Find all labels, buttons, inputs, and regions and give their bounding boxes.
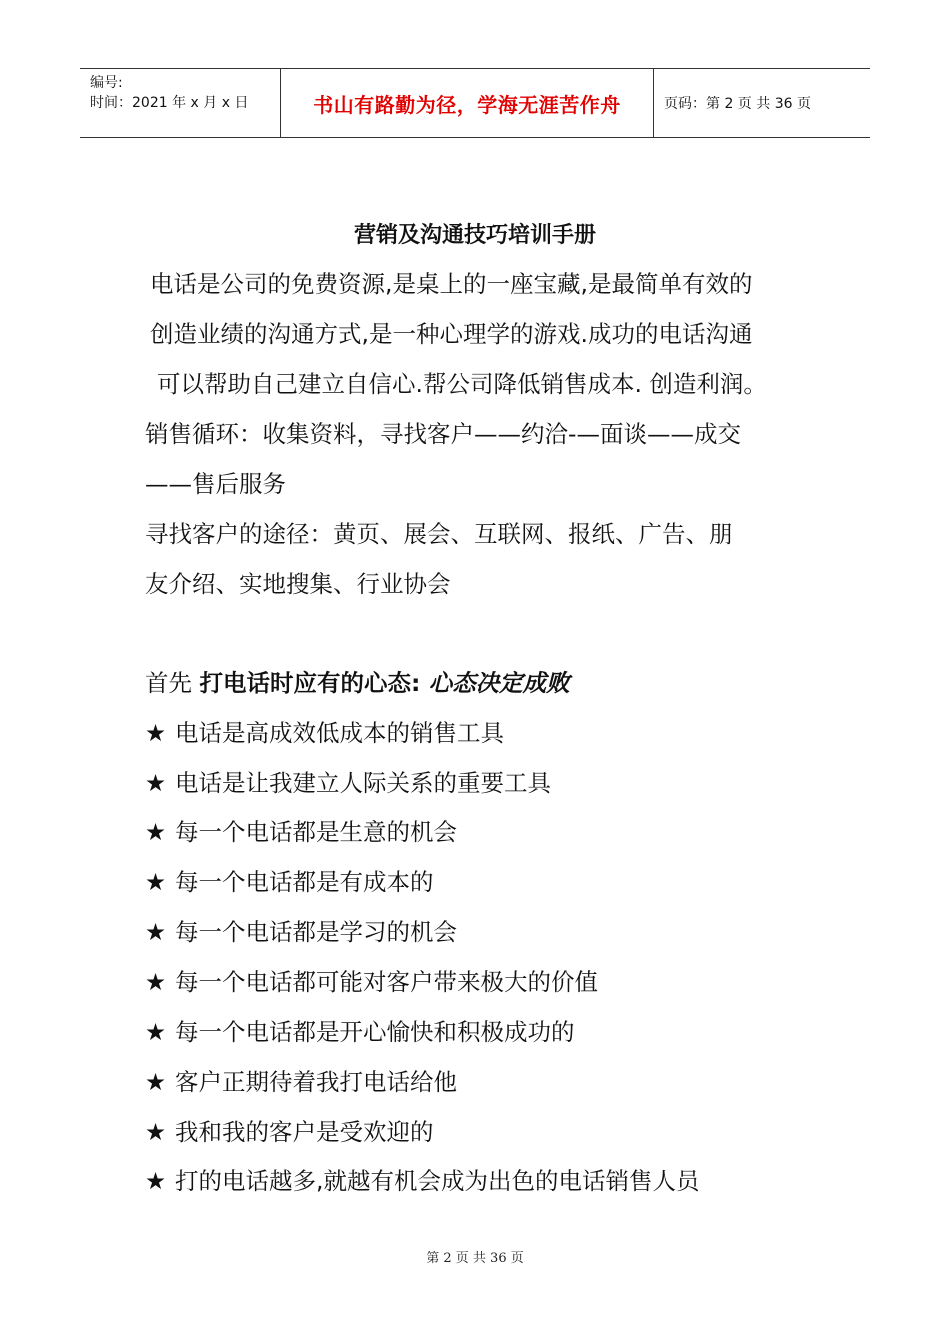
page-header (80, 68, 870, 138)
bullet-item (145, 768, 551, 798)
bullet-item (145, 1117, 434, 1147)
document-date-label: 时间：2021 年 x 月 x 日 (90, 95, 249, 111)
bullet-item (145, 1017, 575, 1047)
intro-line-2: 创造业绩的沟通方式,是一种心理学的游戏.成功的电话沟通 (150, 320, 753, 348)
star-icon: ★ (145, 868, 167, 896)
bullet-text: 每一个电话都是学习的机会 (175, 918, 457, 946)
star-icon: ★ (145, 1018, 167, 1046)
bullet-item (145, 867, 434, 897)
bullet-text: 电话是高成效低成本的销售工具 (175, 719, 504, 747)
sales-cycle-line-2: ——售后服务 (145, 470, 286, 498)
star-icon: ★ (145, 769, 167, 797)
header-page-number: 页码：第 2 页 共 36 页 (664, 96, 811, 112)
mindset-subtitle: 心态决定成败 (428, 669, 570, 697)
bullet-text: 电话是让我建立人际关系的重要工具 (175, 769, 551, 797)
star-icon: ★ (145, 1167, 167, 1195)
find-customers-line-2: 友介绍、实地搜集、行业协会 (145, 570, 451, 598)
bullet-item (145, 917, 457, 947)
bullet-item (145, 1166, 699, 1196)
sales-cycle-line-1: 销售循环：收集资料，寻找客户——约洽-—面谈——成交 (145, 420, 741, 448)
bullet-text: 我和我的客户是受欢迎的 (175, 1118, 434, 1146)
star-icon: ★ (145, 719, 167, 747)
header-motto-cell (281, 69, 654, 137)
star-icon: ★ (145, 918, 167, 946)
header-meta (80, 69, 281, 137)
bullet-text: 每一个电话都是生意的机会 (175, 818, 457, 846)
star-icon: ★ (145, 1068, 167, 1096)
bullet-text: 打的电话越多,就越有机会成为出色的电话销售人员 (175, 1167, 700, 1195)
find-customers-line-1: 寻找客户的途径：黄页、展会、互联网、报纸、广告、朋 (145, 520, 733, 548)
star-icon: ★ (145, 818, 167, 846)
bullet-item (145, 817, 457, 847)
star-icon: ★ (145, 1118, 167, 1146)
document-number-label: 编号: (90, 75, 123, 91)
bullet-item (145, 718, 504, 748)
header-motto: 书山有路勤为径，学海无涯苦作舟 (313, 92, 621, 117)
mindset-prefix: 首先 (145, 669, 200, 697)
intro-line-3: 可以帮助自己建立自信心.帮公司降低销售成本. 创造利润。 (157, 370, 767, 398)
bullet-item (145, 1067, 457, 1097)
header-page-cell (654, 69, 870, 137)
mindset-title: 打电话时应有的心态: (199, 669, 429, 697)
document-title: 营销及沟通技巧培训手册 (353, 223, 596, 248)
bullet-item (145, 967, 598, 997)
page-footer: 第 2 页 共 36 页 (426, 1251, 524, 1266)
mindset-heading (145, 668, 570, 698)
bullet-text: 每一个电话都是开心愉快和积极成功的 (175, 1018, 575, 1046)
bullet-text: 每一个电话都可能对客户带来极大的价值 (175, 968, 598, 996)
bullet-text: 客户正期待着我打电话给他 (175, 1068, 457, 1096)
bullet-text: 每一个电话都是有成本的 (175, 868, 434, 896)
star-icon: ★ (145, 968, 167, 996)
intro-line-1: 电话是公司的免费资源,是桌上的一座宝藏,是最简单有效的 (150, 270, 753, 298)
